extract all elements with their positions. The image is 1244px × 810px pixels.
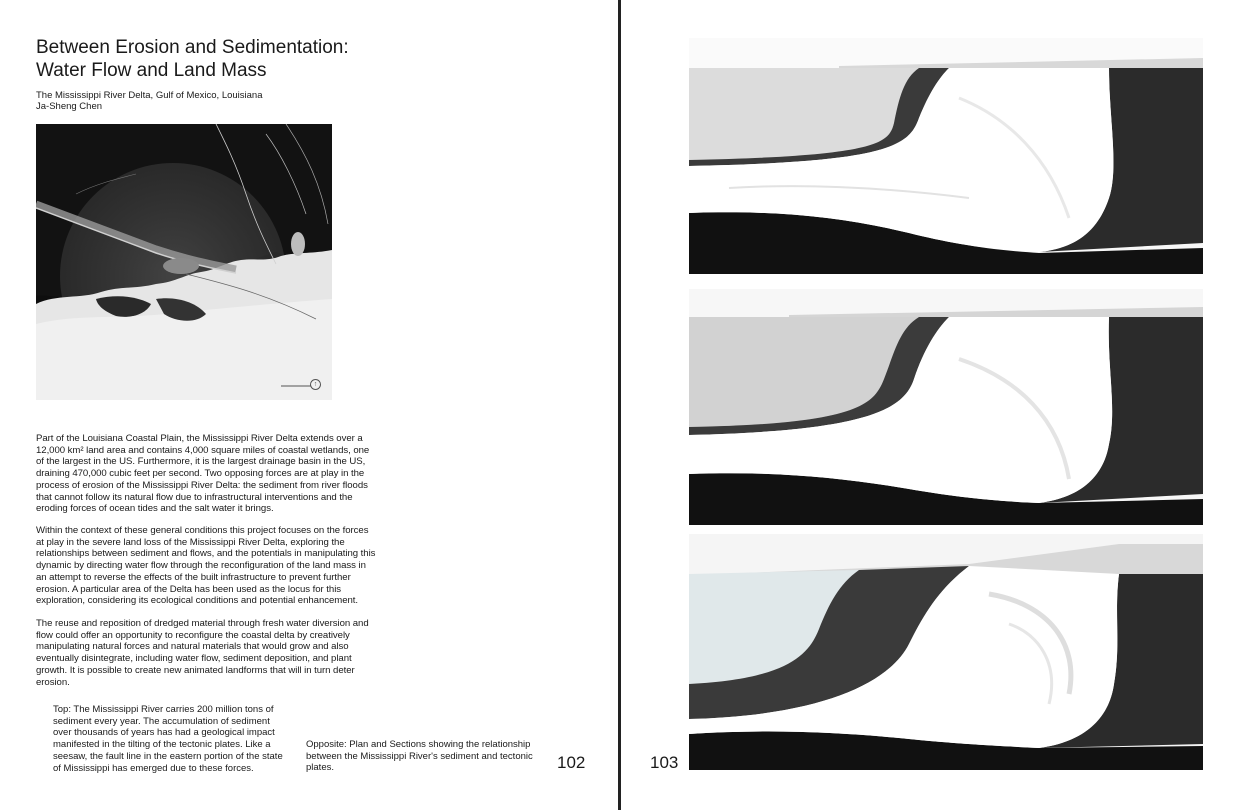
section-drawing-1 [689,38,1203,274]
article-subtitle: The Mississippi River Delta, Gulf of Mexico, Louisiana [36,90,263,101]
caption-top: Top: The Mississippi River carries 200 million tons of sediment every year. The accumulation of sediment over thousands of years has had a geological impact manifested in the tilting of the tectonic plates. Like a seesaw, the fault line in the eastern portion of the state of Mississippi has emerged due to these forces. [53,704,283,774]
article-title [36,36,436,82]
body-paragraph-1: Part of the Louisiana Coastal Plain, the Mississippi River Delta extends over a 12,000 km² land area and contains 4,000 square miles of coastal wetlands, one of the largest in the US. Furthermore, it is the largest drainage basin in the US, draining 470,000 cubic feet per second. Two opposing forces are at play in the process of erosion of the Mississippi River Delta: the sediment from river floods that cannot follow its natural flow due to infrastructural interventions and the eroding forces of ocean tides and the salt water it brings. [36,433,370,515]
section-drawing-2 [689,289,1203,525]
title-line-1: Between Erosion and Sedimentation: [36,37,349,58]
right-page [621,0,1244,810]
title-line-2: Water Flow and Land Mass [36,60,267,81]
page-number-right: 103 [650,753,679,772]
section-drawing-3 [689,534,1203,770]
caption-opposite: Opposite: Plan and Sections showing the relationship between the Mississippi River's sediment and tectonic plates. [306,739,533,774]
body-paragraph-3: The reuse and reposition of dredged material through fresh water diversion and flow could offer an opportunity to reconfigure the coastal delta by creatively manipulating natural forces and natural materials that would grow and also eventually disintegrate, including water flow, sediment deposition, and plant growth. It is possible to create new animated landforms that will in turn deter erosion. [36,618,369,688]
page-number-left: 102 [557,753,586,772]
delta-map-figure [36,124,332,400]
left-page [0,0,618,810]
north-arrow-icon: ↑ [310,379,321,390]
article-author: Ja-Sheng Chen [36,101,103,112]
body-paragraph-2: Within the context of these general conditions this project focuses on the forces at play in the severe land loss of the Mississippi River Delta, exploring the relationships between sediment and flows, and the potentials in manipulating this dynamic by directing water flow through the reconfiguration of the land mass in an attempt to reverse the effects of the built infrastructure to prevent further erosion. A particular area of the Delta has been used as the locus for this exploration, considering its ecological conditions and potential enhancement. [36,525,376,607]
